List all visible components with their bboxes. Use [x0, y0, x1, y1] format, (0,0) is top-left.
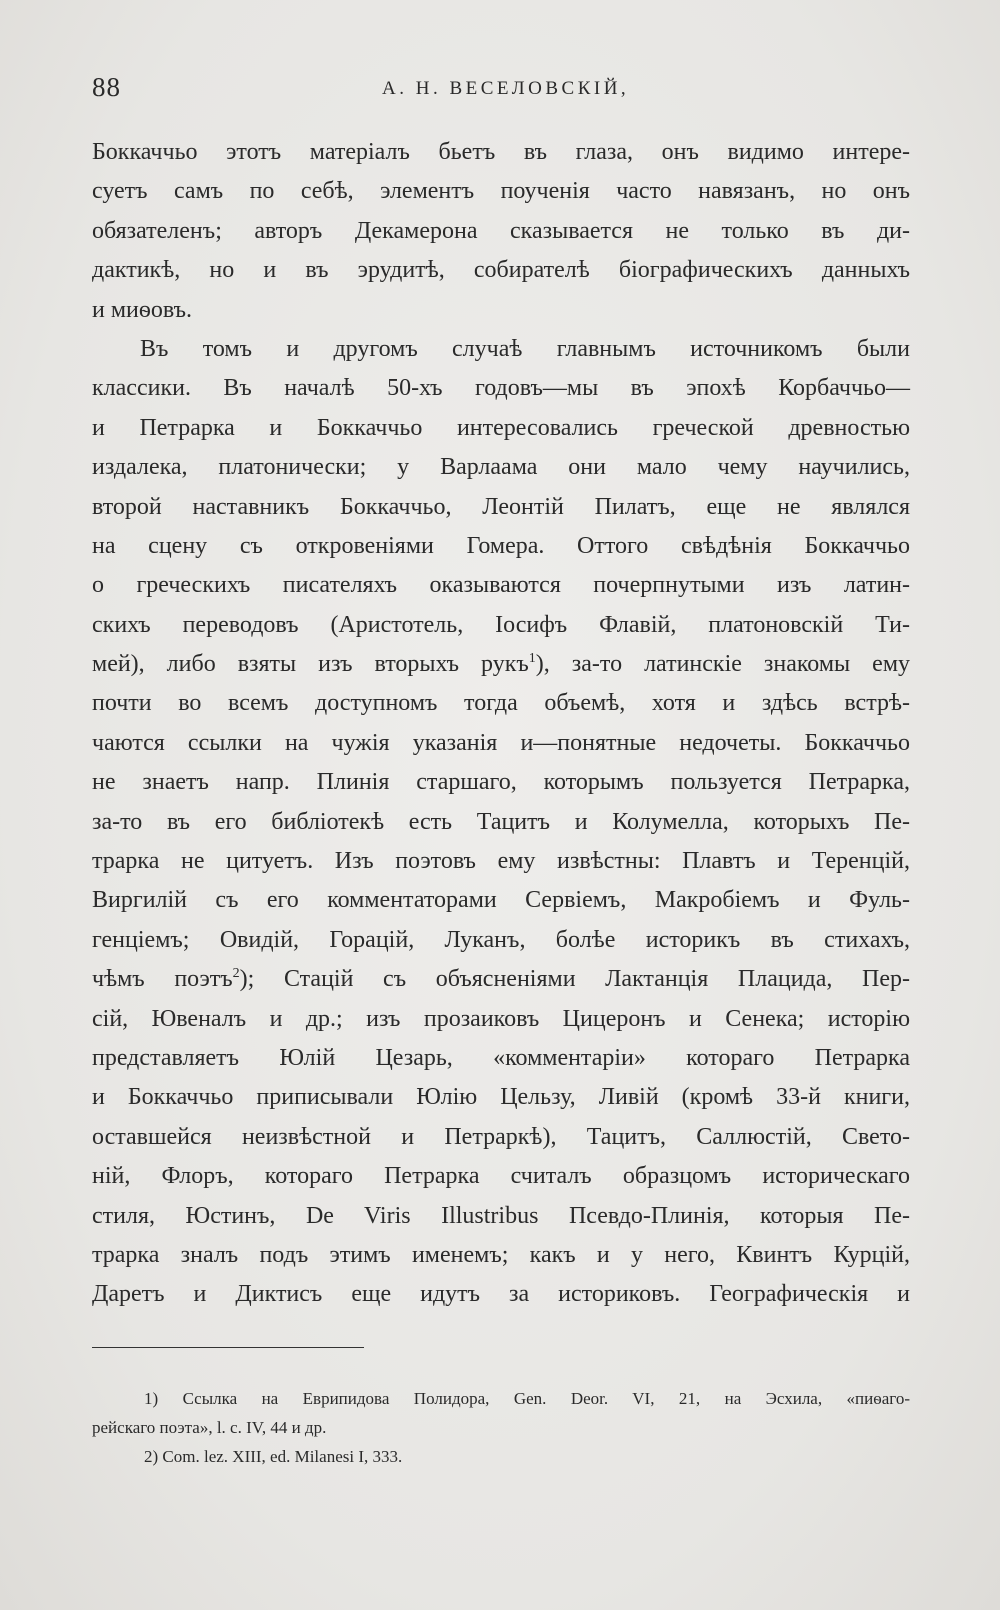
running-head: А. Н. ВЕСЕЛОВСКІЙ,: [382, 78, 630, 99]
page-number: 88: [92, 72, 121, 102]
text-segment: ); Стацій съ объясненіями Лактанція Плацида, Пер-: [239, 966, 910, 993]
text-line: не знаетъ напр. Плинія старшаго, которымъ пользуется Петрарка,: [92, 769, 910, 796]
text-line: представляетъ Юлій Цезарь, «комментаріи» котораго Петрарка: [92, 1044, 910, 1071]
text-line: Виргилій съ его комментаторами Сервіемъ, Макробіемъ и Фуль-: [92, 887, 910, 914]
text-segment: чѣмъ поэтъ: [92, 966, 233, 993]
text-line: ній, Флоръ, котораго Петрарка считалъ образцомъ историческаго: [92, 1163, 910, 1190]
text-line: стиля, Юстинъ, De Viris Illustribus Псевдо-Плинія, которыя Пе-: [92, 1202, 910, 1229]
text-line: классики. Въ началѣ 50-хъ годовъ—мы въ эпохѣ Корбаччьо—: [92, 375, 910, 402]
text-line: чаются ссылки на чужія указанія и—понятные недочеты. Боккаччьо: [92, 729, 910, 756]
text-line: сій, Ювеналъ и др.; изъ прозаиковъ Цицеронъ и Сенека; исторію: [92, 1005, 910, 1032]
text-line: почти во всемъ доступномъ тогда объемѣ, хотя и здѣсь встрѣ-: [92, 690, 910, 717]
text-line: и Боккаччьо приписывали Юлію Цельзу, Ливій (кромѣ 33-й книги,: [92, 1084, 910, 1111]
text-line: второй наставникъ Боккаччьо, Леонтій Пилатъ, еще не являлся: [92, 493, 910, 520]
text-line: обязателенъ; авторъ Декамерона сказывается не только въ ди-: [92, 217, 910, 244]
footnote-divider: [92, 1347, 364, 1348]
footnote-line: 2) Com. lez. XIII, ed. Milanesi I, 333.: [144, 1447, 403, 1466]
footnote-marker: 1: [528, 651, 536, 667]
text-line: трарка зналъ подъ этимъ именемъ; какъ и у него, Квинтъ Курцій,: [92, 1241, 910, 1268]
text-segment: ), за-то латинскіе знакомы ему: [535, 651, 910, 678]
text-line: Въ томъ и другомъ случаѣ главнымъ источникомъ были: [140, 335, 910, 362]
main-text: [92, 133, 910, 1315]
text-line-with-footnote: [92, 960, 910, 999]
text-line: Боккаччьо этотъ матеріалъ бьетъ въ глаза, онъ видимо интере-: [92, 139, 910, 165]
text-line: дактикѣ, но и въ эрудитѣ, собирателѣ біографическихъ данныхъ: [92, 257, 910, 284]
text-segment: мей), либо взяты изъ вторыхъ рукъ: [92, 651, 529, 678]
text-line: за-то въ его библіотекѣ есть Тацитъ и Колумелла, которыхъ Пе-: [92, 808, 910, 835]
text-line: скихъ переводовъ (Аристотель, Іосифъ Флавій, платоновскій Ти-: [92, 611, 910, 638]
footnote-line: 1) Ссылка на Еврипидова Полидора, Gen. Deor. VI, 21, на Эсхила, «пиѳаго-: [144, 1389, 910, 1408]
text-line: и миѳовъ.: [92, 296, 193, 323]
footnotes: [92, 1384, 910, 1471]
text-line: о греческихъ писателяхъ оказываются почерпнутыми изъ латин-: [92, 572, 910, 599]
footnote-marker: 2: [232, 966, 240, 982]
text-line: Даретъ и Диктисъ еще идутъ за историковъ. Географическія и: [92, 1281, 910, 1308]
text-line: на сцену съ откровеніями Гомера. Оттого свѣдѣнія Боккаччьо: [92, 532, 910, 559]
footnote-line: рейскаго поэта», l. c. IV, 44 и др.: [92, 1418, 327, 1437]
text-line: суетъ самъ по себѣ, элементъ поученія часто навязанъ, но онъ: [92, 178, 910, 205]
text-line: издалека, платонически; у Варлаама они мало чему научились,: [92, 454, 910, 481]
text-line-with-footnote: [92, 645, 910, 684]
text-line: и Петрарка и Боккаччьо интересовались греческой древностью: [92, 414, 910, 441]
text-line: оставшейся неизвѣстной и Петраркѣ), Тацитъ, Саллюстій, Свето-: [92, 1123, 910, 1150]
page-header: [92, 72, 910, 112]
text-line: трарка не цитуетъ. Изъ поэтовъ ему извѣстны: Плавтъ и Теренцій,: [92, 848, 910, 875]
text-line: генціемъ; Овидій, Горацій, Луканъ, болѣе историкъ въ стихахъ,: [92, 926, 910, 953]
